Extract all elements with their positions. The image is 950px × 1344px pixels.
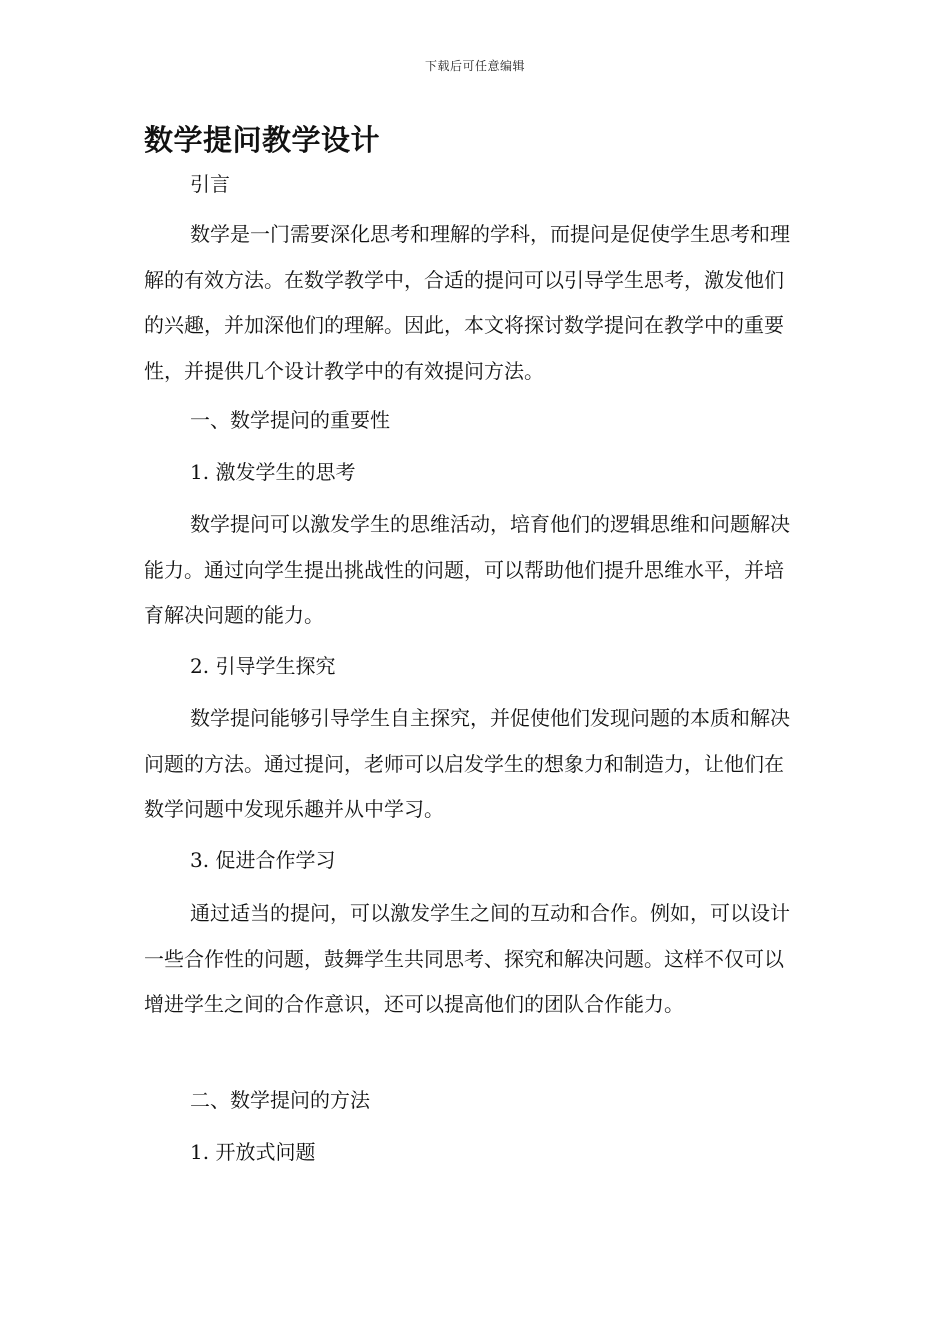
intro-heading: 引言: [190, 172, 230, 196]
sub1-heading: 1. 激发学生的思考: [190, 460, 356, 484]
sub1-paragraph: 数学提问可以激发学生的思维活动，培育他们的逻辑思维和问题解决能力。通过向学生提出挑战性的问题，可以帮助他们提升思维水平，并培育解决问题的能力。: [144, 512, 790, 627]
sub2-heading: 2. 引导学生探究: [190, 654, 336, 678]
sub2-paragraph: 数学提问能够引导学生自主探究，并促使他们发现问题的本质和解决问题的方法。通过提问，老师可以启发学生的想象力和制造力，让他们在数学问题中发现乐趣并从中学习。: [144, 706, 790, 821]
sub3-paragraph: 通过适当的提问，可以激发学生之间的互动和合作。例如，可以设计一些合作性的问题，鼓舞学生共同思考、探究和解决问题。这样不仅可以增进学生之间的合作意识，还可以提高他们的团队合作能力。: [144, 901, 790, 1016]
intro-paragraph: 数学是一门需要深化思考和理解的学科，而提问是促使学生思考和理解的有效方法。在数学教学中，合适的提问可以引导学生思考，激发他们的兴趣，并加深他们的理解。因此，本文将探讨数学提问在教学中的重要性，并提供几个设计教学中的有效提问方法。: [144, 222, 790, 383]
document-title: 数学提问教学设计: [144, 123, 381, 157]
sub3-heading: 3. 促进合作学习: [190, 848, 336, 872]
page-header: 下载后可任意编辑: [424, 59, 525, 73]
sub4-heading: 1. 开放式问题: [190, 1140, 316, 1164]
section1-heading: 一、数学提问的重要性: [190, 408, 390, 432]
section2-heading: 二、数学提问的方法: [190, 1088, 370, 1112]
